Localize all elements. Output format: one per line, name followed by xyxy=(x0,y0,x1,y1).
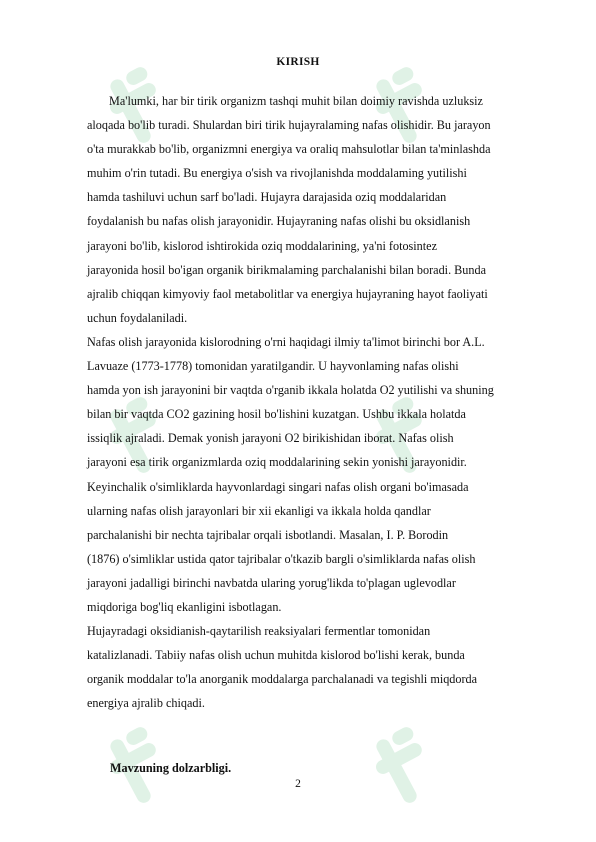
text-line: organik moddalar to'la anorganik moddalarga parchalanadi va tegishli miqdorda xyxy=(87,672,478,687)
page-number: 2 xyxy=(295,778,301,790)
text-line: jarayoni bo'lib, kislorod ishtirokida oziq moddalarining, ya'ni fotosintez xyxy=(87,238,437,253)
page-title: KIRISH xyxy=(276,56,320,68)
text-line: issiqlik ajraladi. Demak yonish jarayoni O2 birikishidan iborat. Nafas olish xyxy=(87,431,454,446)
text-line: jarayonida hosil bo'igan organik birikmalaming parchalanishi bilan boradi. Bunda xyxy=(87,262,486,277)
text-line: katalizlanadi. Tabiiy nafas olish uchun muhitda kislorod bo'lishi kerak, bunda xyxy=(87,648,465,663)
text-line: jarayoni esa tirik organizmlarda oziq moddalarining sekin yonishi jarayonidir. xyxy=(87,455,467,470)
text-line: Keyinchalik o'simliklarda hayvonlardagi singari nafas olish organi bo'imasada xyxy=(87,479,469,494)
text-line: jarayoni jadalligi birinchi navbatda ularing yorug'likda to'plagan uglevodlar xyxy=(87,575,456,590)
text-line: muhim o'rin tutadi. Bu energiya o'sish va rivojlanishda moddalaming yutilishi xyxy=(87,166,467,181)
text-line: energiya ajralib chiqadi. xyxy=(87,696,205,711)
text-line: parchalanishi bir nechta tajribalar orqali isbotlandi. Masalan, I. P. Borodin xyxy=(87,527,449,542)
section-heading: Mavzuning dolzarbligi. xyxy=(110,761,232,775)
body-text xyxy=(87,89,557,715)
text-line: ajralib chiqqan kimyoviy faol metabolitlar va energiya hujayraning hayot faoliyati xyxy=(87,286,488,301)
text-line: (1876) o'simliklar ustida qator tajribalar o'tkazib bargli o'simliklarda nafas olish xyxy=(87,551,476,566)
text-line: ularning nafas olish jarayonlari bir xii ekanligi va ikkala holda qandlar xyxy=(87,503,431,518)
text-line: Hujayradagi oksidianish-qaytarilish reaksiyalari fermentlar tomonidan xyxy=(87,624,431,639)
text-line: miqdoriga bog'liq ekanligini isbotlagan. xyxy=(87,599,282,614)
text-line: Lavuaze (1773-1778) tomonidan yaratilgandir. U hayvonlaming nafas olishi xyxy=(87,359,459,374)
text-line: hamda yon ish jarayonini bir vaqtda o'rganib ikkala holatda O2 yutilishi va shuning xyxy=(87,383,494,398)
text-line: bilan bir vaqtda CO2 gazining hosil bo'lishini kuzatgan. Ushbu ikkala holatda xyxy=(87,407,466,422)
text-line: o'ta murakkab bo'lib, organizmni energiya va oraliq mahsulotlar bilan ta'minlashda xyxy=(87,142,491,157)
text-line: foydalanish bu nafas olish jarayonidir. Hujayraning nafas olishi bu oksidlanish xyxy=(87,214,471,229)
text-line: Ma'lumki, har bir tirik organizm tashqi muhit bilan doimiy ravishda uzluksiz xyxy=(109,94,483,108)
text-line: aloqada bo'lib turadi. Shulardan biri tirik hujayralaming nafas olishidir. Bu jarayon xyxy=(87,118,491,133)
text-line: hamda tashiluvi uchun sarf bo'ladi. Hujayra darajasida oziq moddalaridan xyxy=(87,190,447,205)
text-line: uchun foydalaniladi. xyxy=(87,310,188,325)
text-line: Nafas olish jarayonida kislorodning o'rni haqidagi ilmiy ta'limot birinchi bor A.L. xyxy=(87,334,485,349)
